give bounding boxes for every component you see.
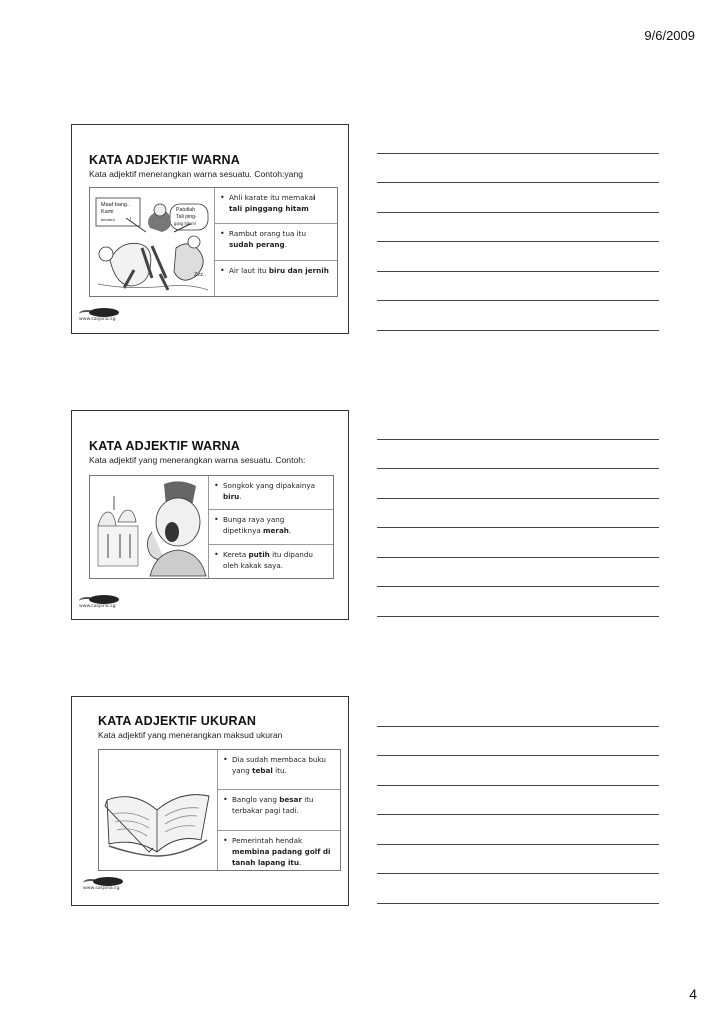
note-line [377,528,659,558]
publisher-logo [79,308,123,322]
note-line [377,727,659,757]
yawning-boy-illustration [90,476,209,578]
note-line [377,874,659,904]
bullet-item: • Pemerintah hendak membina padang golf di tanah lapang itu. [218,830,340,870]
slide-2-content [89,475,334,579]
notes-lines-1 [377,124,659,331]
note-line [377,213,659,243]
note-line [377,786,659,816]
note-line [377,845,659,875]
bullet-dot: • [220,265,225,275]
open-book-drawing [99,750,217,870]
bullet-dot: • [214,515,219,525]
bubble-text-7: gang hitam! [174,221,196,226]
note-line [377,242,659,272]
bullet-item: • Dia sudah membaca buku yang tebal itu. [218,750,340,789]
slide-2-title: KATA ADJEKTIF WARNA [89,439,241,453]
karate-cartoon-illustration [90,188,215,296]
bullet-item: • Bunga raya yang dipetiknya merah. [209,509,333,543]
bullet-item: • Air laut itu biru dan jernih [215,260,337,296]
publisher-logo [83,877,127,891]
logo-url: www.sasjona.sg [79,604,116,609]
note-line [377,301,659,331]
publisher-logo [79,595,123,609]
note-line [377,469,659,499]
notes-lines-2 [377,410,659,617]
slide-1-title: KATA ADJEKTIF WARNA [89,153,241,167]
open-book-illustration [99,750,218,870]
bullet-dot: • [214,481,219,490]
note-line [377,183,659,213]
slide-2-subtitle: Kata adjektif yang menerangkan warna sesuatu. Contoh: [89,455,306,465]
note-line [377,756,659,786]
note-line [377,558,659,588]
logo-url: www.sasjona.sg [83,886,120,891]
notes-lines-3 [377,697,659,904]
bubble-text-5: Patutlah [176,207,196,213]
slide-3-title: KATA ADJEKTIF UKURAN [98,714,257,728]
logo-url: www.sasjona.sg [79,317,116,322]
note-line [377,587,659,617]
bubble-text-4: ! [130,217,132,223]
slide-1-subtitle: Kata adjektif menerangkan warna sesuatu. Contoh:yang [89,169,304,179]
bullet-dot: • [214,549,219,559]
slide-2 [71,410,349,620]
print-date: 9/6/2009 [644,28,695,43]
bubble-text-8: Zzz.. [194,272,206,278]
slide-3-bullets [218,750,340,870]
slide-3-content [98,749,341,871]
note-line [377,440,659,470]
bullet-dot: • [223,795,228,805]
note-line [377,154,659,184]
bullet-item: • Kereta putih itu dipandu oleh kakak saya. [209,544,333,578]
bullet-dot: • [223,755,228,764]
slide-1-content [89,187,338,297]
bullet-item: • Banglo vang besar itu terbakar pagi tadi. [218,789,340,829]
note-line [377,124,659,154]
note-line [377,410,659,440]
bullet-dot: • [223,835,228,845]
bullet-item: • Songkok yang dipakainya biru. [209,476,333,509]
yawning-boy-drawing [90,476,208,578]
note-line [377,272,659,302]
bullet-dot: • [220,193,225,202]
bubble-text-2: Kami [101,209,114,215]
bullet-dot: • [220,229,225,239]
slide-2-bullets [209,476,333,578]
note-line [377,815,659,845]
slide-1-bullets [215,188,337,296]
bubble-text-3: tercabut [101,218,115,222]
bubble-text-1: Maaf bang.. [101,202,131,208]
slide-3 [71,696,349,906]
slide-1 [71,124,349,334]
page-number: 4 [689,986,697,1002]
note-line [377,697,659,727]
bubble-text-6: Tali ping- [176,214,197,220]
bullet-item: • Rambut orang tua itu sudah perang. [215,223,337,259]
bullet-item: • Ahli karate itu memakai tali pinggang hitam [215,188,337,223]
slide-3-subtitle: Kata adjektif yang menerangkan maksud ukuran [98,730,283,740]
note-line [377,499,659,529]
